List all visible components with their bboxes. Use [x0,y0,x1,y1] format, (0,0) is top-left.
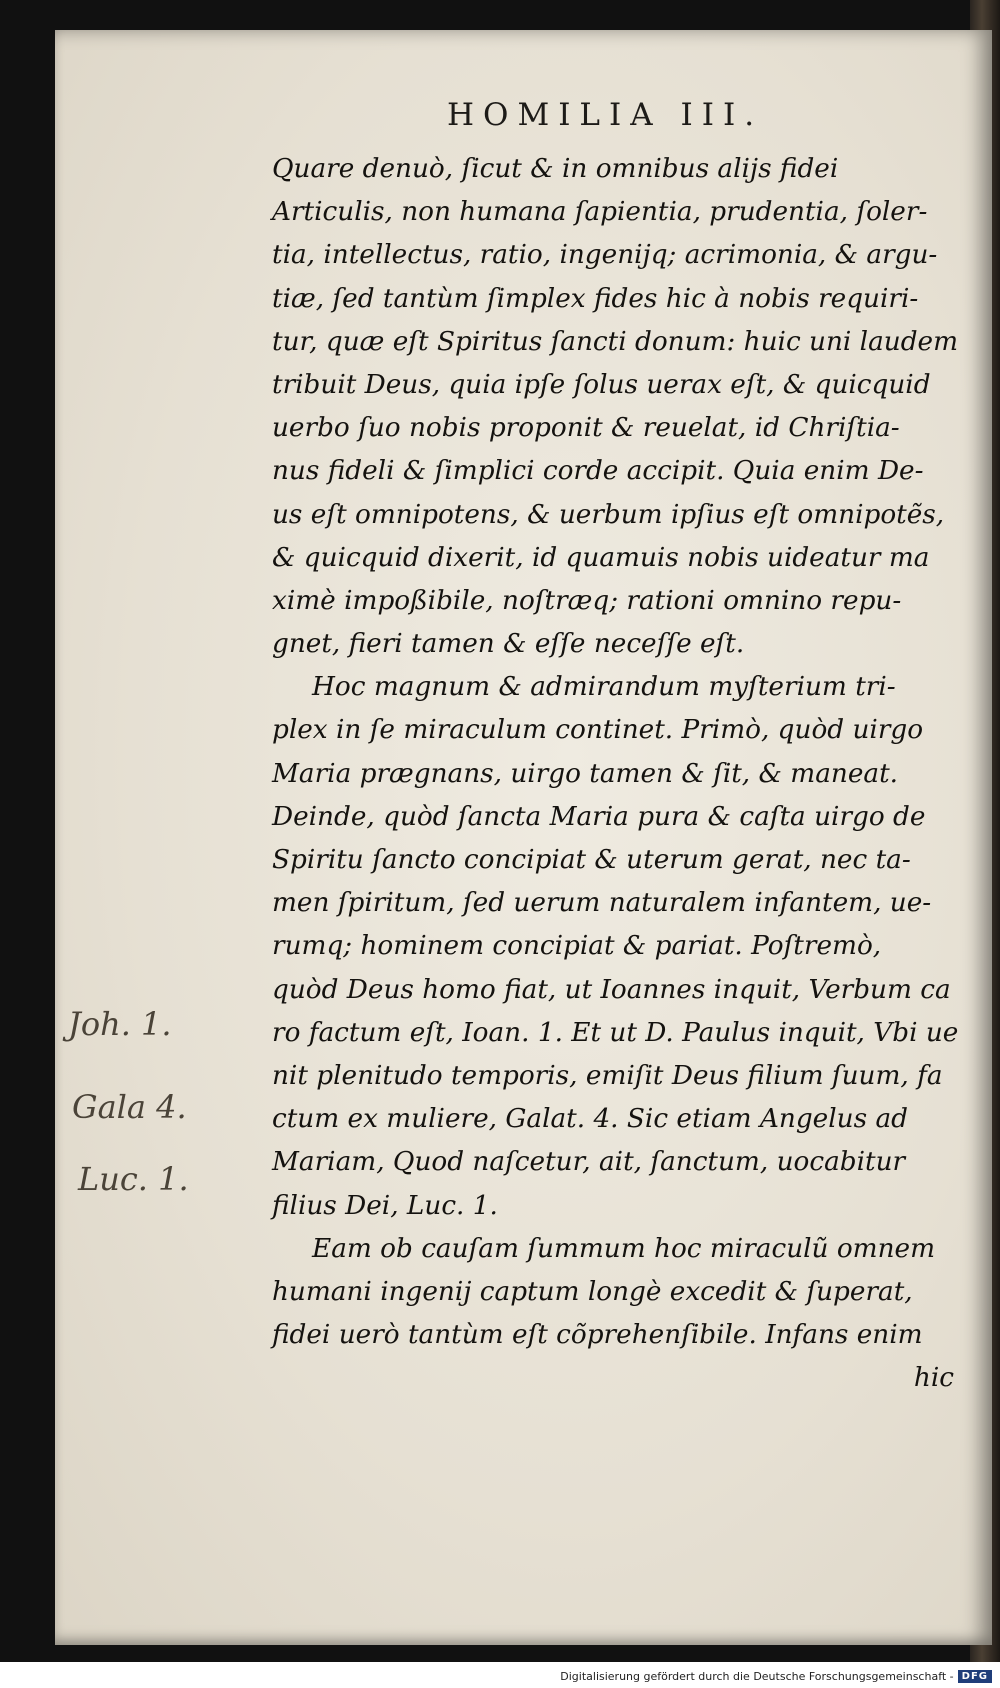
text-line: gnet, fieri tamen & eſſe neceſſe eſt. [272,629,745,660]
text-line: nus fideli & ſimplici corde accipit. Quia enim De- [272,456,924,487]
text-line: ctum ex muliere, Galat. 4. Sic etiam Angelus ad [272,1104,908,1135]
text-line: uerbo ſuo nobis proponit & reuelat, id Chriſtia- [272,413,900,444]
text-line: nit plenitudo temporis, emiſit Deus filium ſuum, fa [272,1060,943,1091]
footer-credit-text: Digitalisierung gefördert durch die Deutsche Forschungsgemeinschaft - [560,1670,954,1683]
text-line: us eſt omnipotens, & uerbum ipſius eſt omnipotẽs, [272,499,945,530]
text-line: Hoc magnum & admirandum myſterium tri- [312,672,896,703]
text-line: Maria prægnans, uirgo tamen & ſit, & maneat. [272,758,899,789]
dfg-logo: DFG [958,1670,992,1683]
text-line: humani ingenij captum longè excedit & ſuperat, [272,1276,913,1307]
text-line: Eam ob cauſam ſummum hoc miraculũ omnem [312,1233,936,1264]
text-line: & quicquid dixerit, id quamuis nobis uideatur ma [272,542,930,573]
text-line: filius Dei, Luc. 1. [272,1190,498,1221]
text-line: Deinde, quòd ſancta Maria pura & caſta uirgo de [272,801,926,832]
text-line: plex in ſe miraculum continet. Primò, quòd uirgo [272,715,924,746]
text-line: ro factum eſt, Ioan. 1. Et ut D. Paulus inquit, Vbi ue [272,1017,959,1048]
footer-credit [560,1670,992,1683]
margin-note: Luc. 1. [78,1160,189,1198]
text-line: tia, intellectus, ratio, ingenijq; acrimonia, & argu- [272,240,938,271]
text-line: Spiritu ſancto concipiat & uterum gerat, nec ta- [272,845,911,875]
text-line: quòd Deus homo fiat, ut Ioannes inquit, Verbum ca [272,974,951,1005]
text-line: fidei uerò tantùm eſt cõprehenſibile. Infans enim [272,1320,923,1351]
text-line: tur, quæ eſt Spiritus ſancti donum: huic uni laudem [272,326,959,357]
text-line: tiæ, ſed tantùm ſimplex fides hic à nobis requiri- [272,283,919,314]
margin-note: Joh. 1. [68,1005,172,1043]
body-text [272,148,959,1400]
text-line: Articulis, non humana ſapientia, prudentia, ſoler- [272,197,928,228]
running-head: HOMILIA III. [447,97,764,133]
catchword: hic [913,1363,954,1394]
text-line: ximè impoßibile, noſtræq; rationi omnino repu- [272,585,902,616]
text-line: rumq; hominem concipiat & pariat. Poſtremò, [272,931,882,962]
text-line: men ſpiritum, ſed uerum naturalem infantem, ue- [272,888,932,919]
text-line: Mariam, Quod naſcetur, ait, ſanctum, uocabitur [272,1147,906,1178]
margin-note: Gala 4. [72,1088,187,1126]
text-line: tribuit Deus, quia ipſe ſolus uerax eſt, & quicquid [272,369,931,400]
text-line: Quare denuò, ſicut & in omnibus alijs fidei [272,154,839,184]
